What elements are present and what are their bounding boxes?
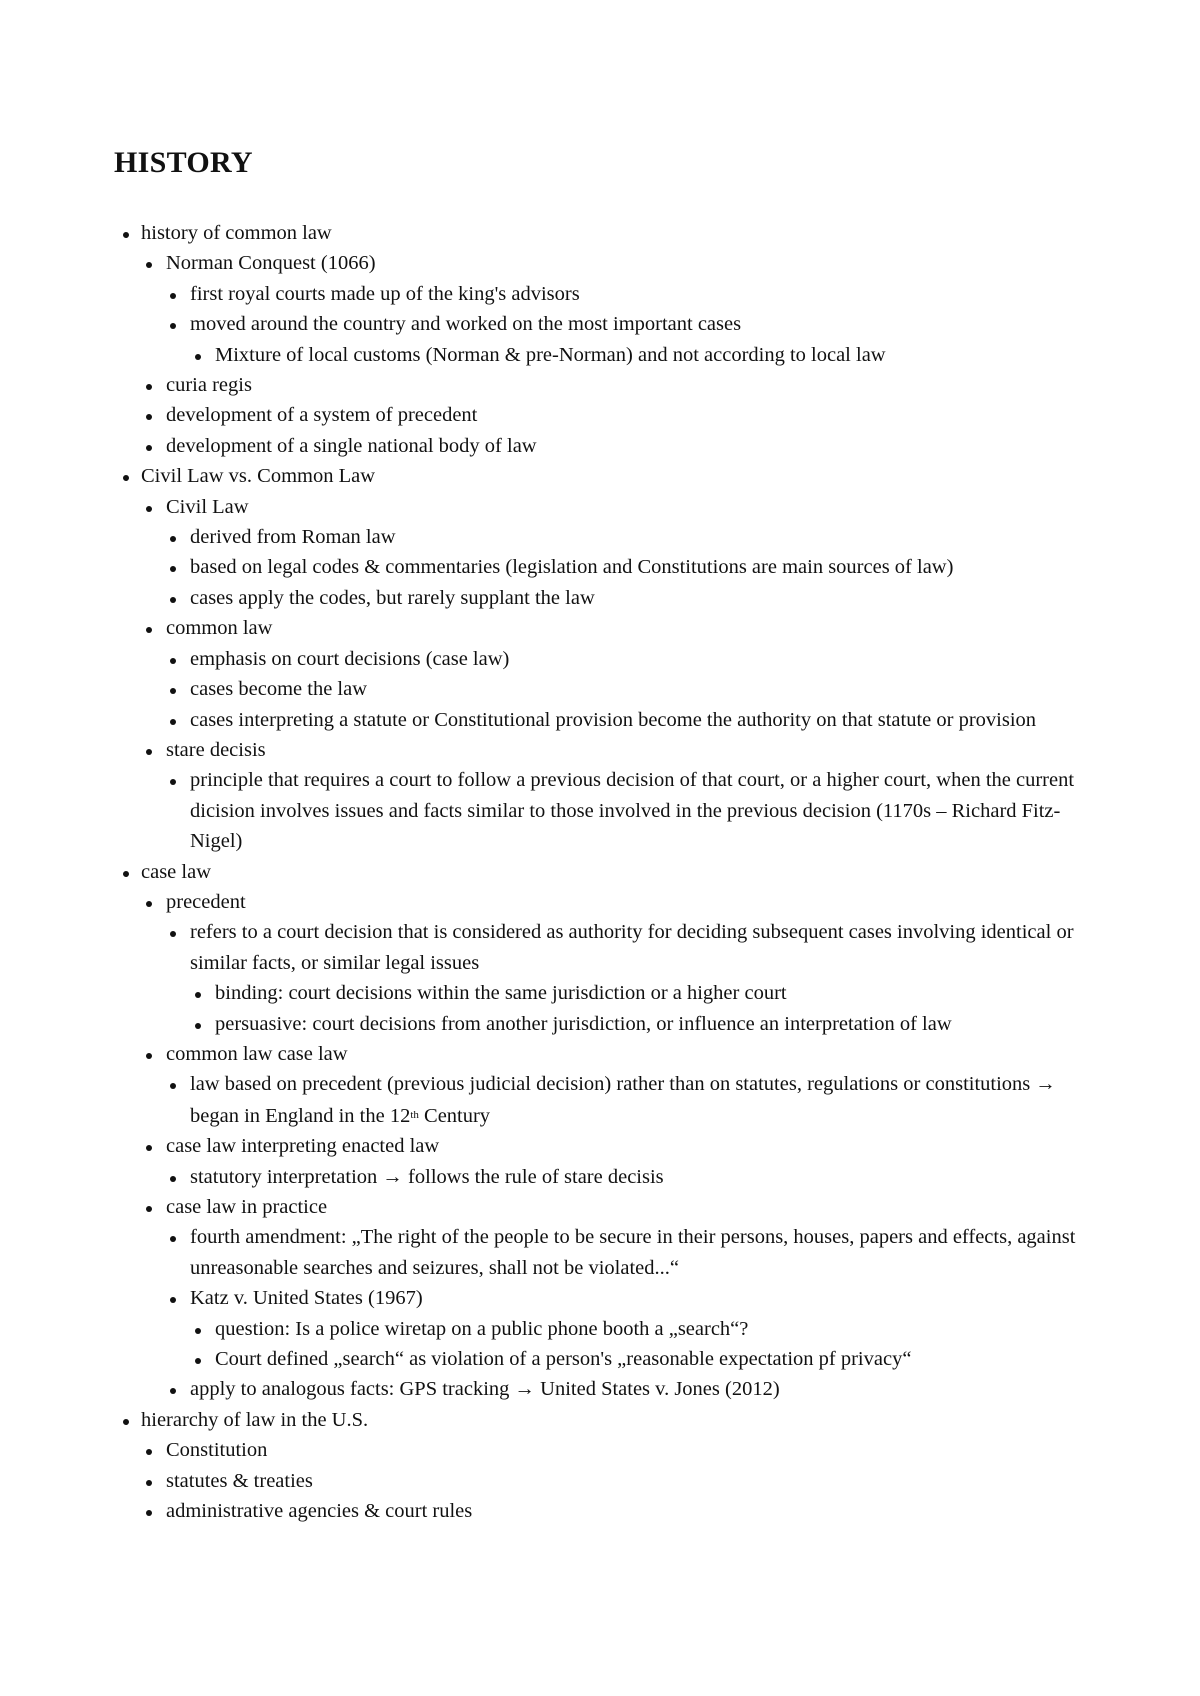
bullet-icon <box>123 232 129 238</box>
bullet-icon <box>146 384 152 390</box>
list-item: moved around the country and worked on the most important cases <box>0 309 1200 339</box>
list-item: Civil Law vs. Common Law <box>0 461 1200 491</box>
list-item: cases interpreting a statute or Constitutional provision become the authority on that statute or provision <box>0 705 1100 735</box>
list-item: curia regis <box>0 370 1200 400</box>
bullet-icon <box>195 354 201 360</box>
bullet-icon <box>146 1449 152 1455</box>
bullet-icon <box>146 262 152 268</box>
bullet-icon <box>146 414 152 420</box>
bullet-icon <box>170 1236 176 1242</box>
bullet-icon <box>123 1419 129 1425</box>
list-item: persuasive: court decisions from another jurisdiction, or influence an interpretation of law <box>0 1009 1200 1039</box>
bullet-icon <box>170 293 176 299</box>
bullet-icon <box>146 749 152 755</box>
list-item: based on legal codes & commentaries (legislation and Constitutions are main sources of law) <box>0 552 1100 582</box>
bullet-icon <box>123 475 129 481</box>
list-item: Norman Conquest (1066) <box>0 248 1200 278</box>
list-item: hierarchy of law in the U.S. <box>0 1405 1200 1435</box>
list-item: Civil Law <box>0 492 1200 522</box>
list-item: apply to analogous facts: GPS tracking → United States v. Jones (2012) <box>0 1374 1200 1404</box>
bullet-icon <box>170 719 176 725</box>
list-item: cases apply the codes, but rarely supplant the law <box>0 583 1200 613</box>
list-item: fourth amendment: „The right of the people to be secure in their persons, houses, papers and effects, against unreasonable searches and seizures, shall not be violated...“ <box>0 1222 1100 1283</box>
list-item: principle that requires a court to follow a previous decision of that court, or a higher court, when the current dicision involves issues and facts similar to those involved in the previous decision (1170s – Richard Fitz-Nigel) <box>0 765 1100 856</box>
bullet-icon <box>170 1297 176 1303</box>
list-item: emphasis on court decisions (case law) <box>0 644 1200 674</box>
notes-outline <box>0 218 1200 1526</box>
list-item: Court defined „search“ as violation of a person's „reasonable expectation pf privacy“ <box>0 1344 1200 1374</box>
list-item: cases become the law <box>0 674 1200 704</box>
bullet-icon <box>170 1083 176 1089</box>
bullet-icon <box>170 779 176 785</box>
list-item: precedent <box>0 887 1200 917</box>
bullet-icon <box>195 1023 201 1029</box>
bullet-icon <box>195 1358 201 1364</box>
list-item: derived from Roman law <box>0 522 1200 552</box>
list-item: case law interpreting enacted law <box>0 1131 1200 1161</box>
bullet-icon <box>146 1206 152 1212</box>
page-heading: HISTORY <box>114 146 253 179</box>
list-item: statutory interpretation → follows the rule of stare decisis <box>0 1162 1200 1192</box>
bullet-icon <box>170 566 176 572</box>
bullet-icon <box>146 1053 152 1059</box>
bullet-icon <box>123 871 129 877</box>
bullet-icon <box>146 1510 152 1516</box>
bullet-icon <box>170 1176 176 1182</box>
bullet-icon <box>170 597 176 603</box>
list-item: binding: court decisions within the same jurisdiction or a higher court <box>0 978 1200 1008</box>
list-item: common law case law <box>0 1039 1200 1069</box>
list-item: statutes & treaties <box>0 1466 1200 1496</box>
list-item: refers to a court decision that is considered as authority for deciding subsequent cases involving identical or similar facts, or similar legal issues <box>0 917 1100 978</box>
bullet-icon <box>170 931 176 937</box>
bullet-icon <box>146 506 152 512</box>
bullet-icon <box>170 1388 176 1394</box>
list-item: development of a system of precedent <box>0 400 1200 430</box>
bullet-icon <box>170 323 176 329</box>
list-item: Constitution <box>0 1435 1200 1465</box>
list-item: first royal courts made up of the king's advisors <box>0 279 1200 309</box>
bullet-icon <box>146 627 152 633</box>
list-item: common law <box>0 613 1200 643</box>
bullet-icon <box>170 658 176 664</box>
list-item: stare decisis <box>0 735 1200 765</box>
list-item: history of common law <box>0 218 1200 248</box>
bullet-icon <box>170 536 176 542</box>
bullet-icon <box>146 1480 152 1486</box>
list-item: case law in practice <box>0 1192 1200 1222</box>
list-item: question: Is a police wiretap on a public phone booth a „search“? <box>0 1314 1200 1344</box>
list-item: Katz v. United States (1967) <box>0 1283 1200 1313</box>
list-item: Mixture of local customs (Norman & pre-Norman) and not according to local law <box>0 340 1200 370</box>
bullet-icon <box>146 901 152 907</box>
list-item: development of a single national body of law <box>0 431 1200 461</box>
list-item: administrative agencies & court rules <box>0 1496 1200 1526</box>
bullet-icon <box>195 1328 201 1334</box>
list-item: case law <box>0 857 1200 887</box>
superscript: th <box>410 1108 419 1121</box>
bullet-icon <box>195 992 201 998</box>
bullet-icon <box>170 688 176 694</box>
bullet-icon <box>146 1145 152 1151</box>
list-item: law based on precedent (previous judicial decision) rather than on statutes, regulations or constitutions → began in England in the 12th Century <box>0 1069 1100 1131</box>
bullet-icon <box>146 445 152 451</box>
